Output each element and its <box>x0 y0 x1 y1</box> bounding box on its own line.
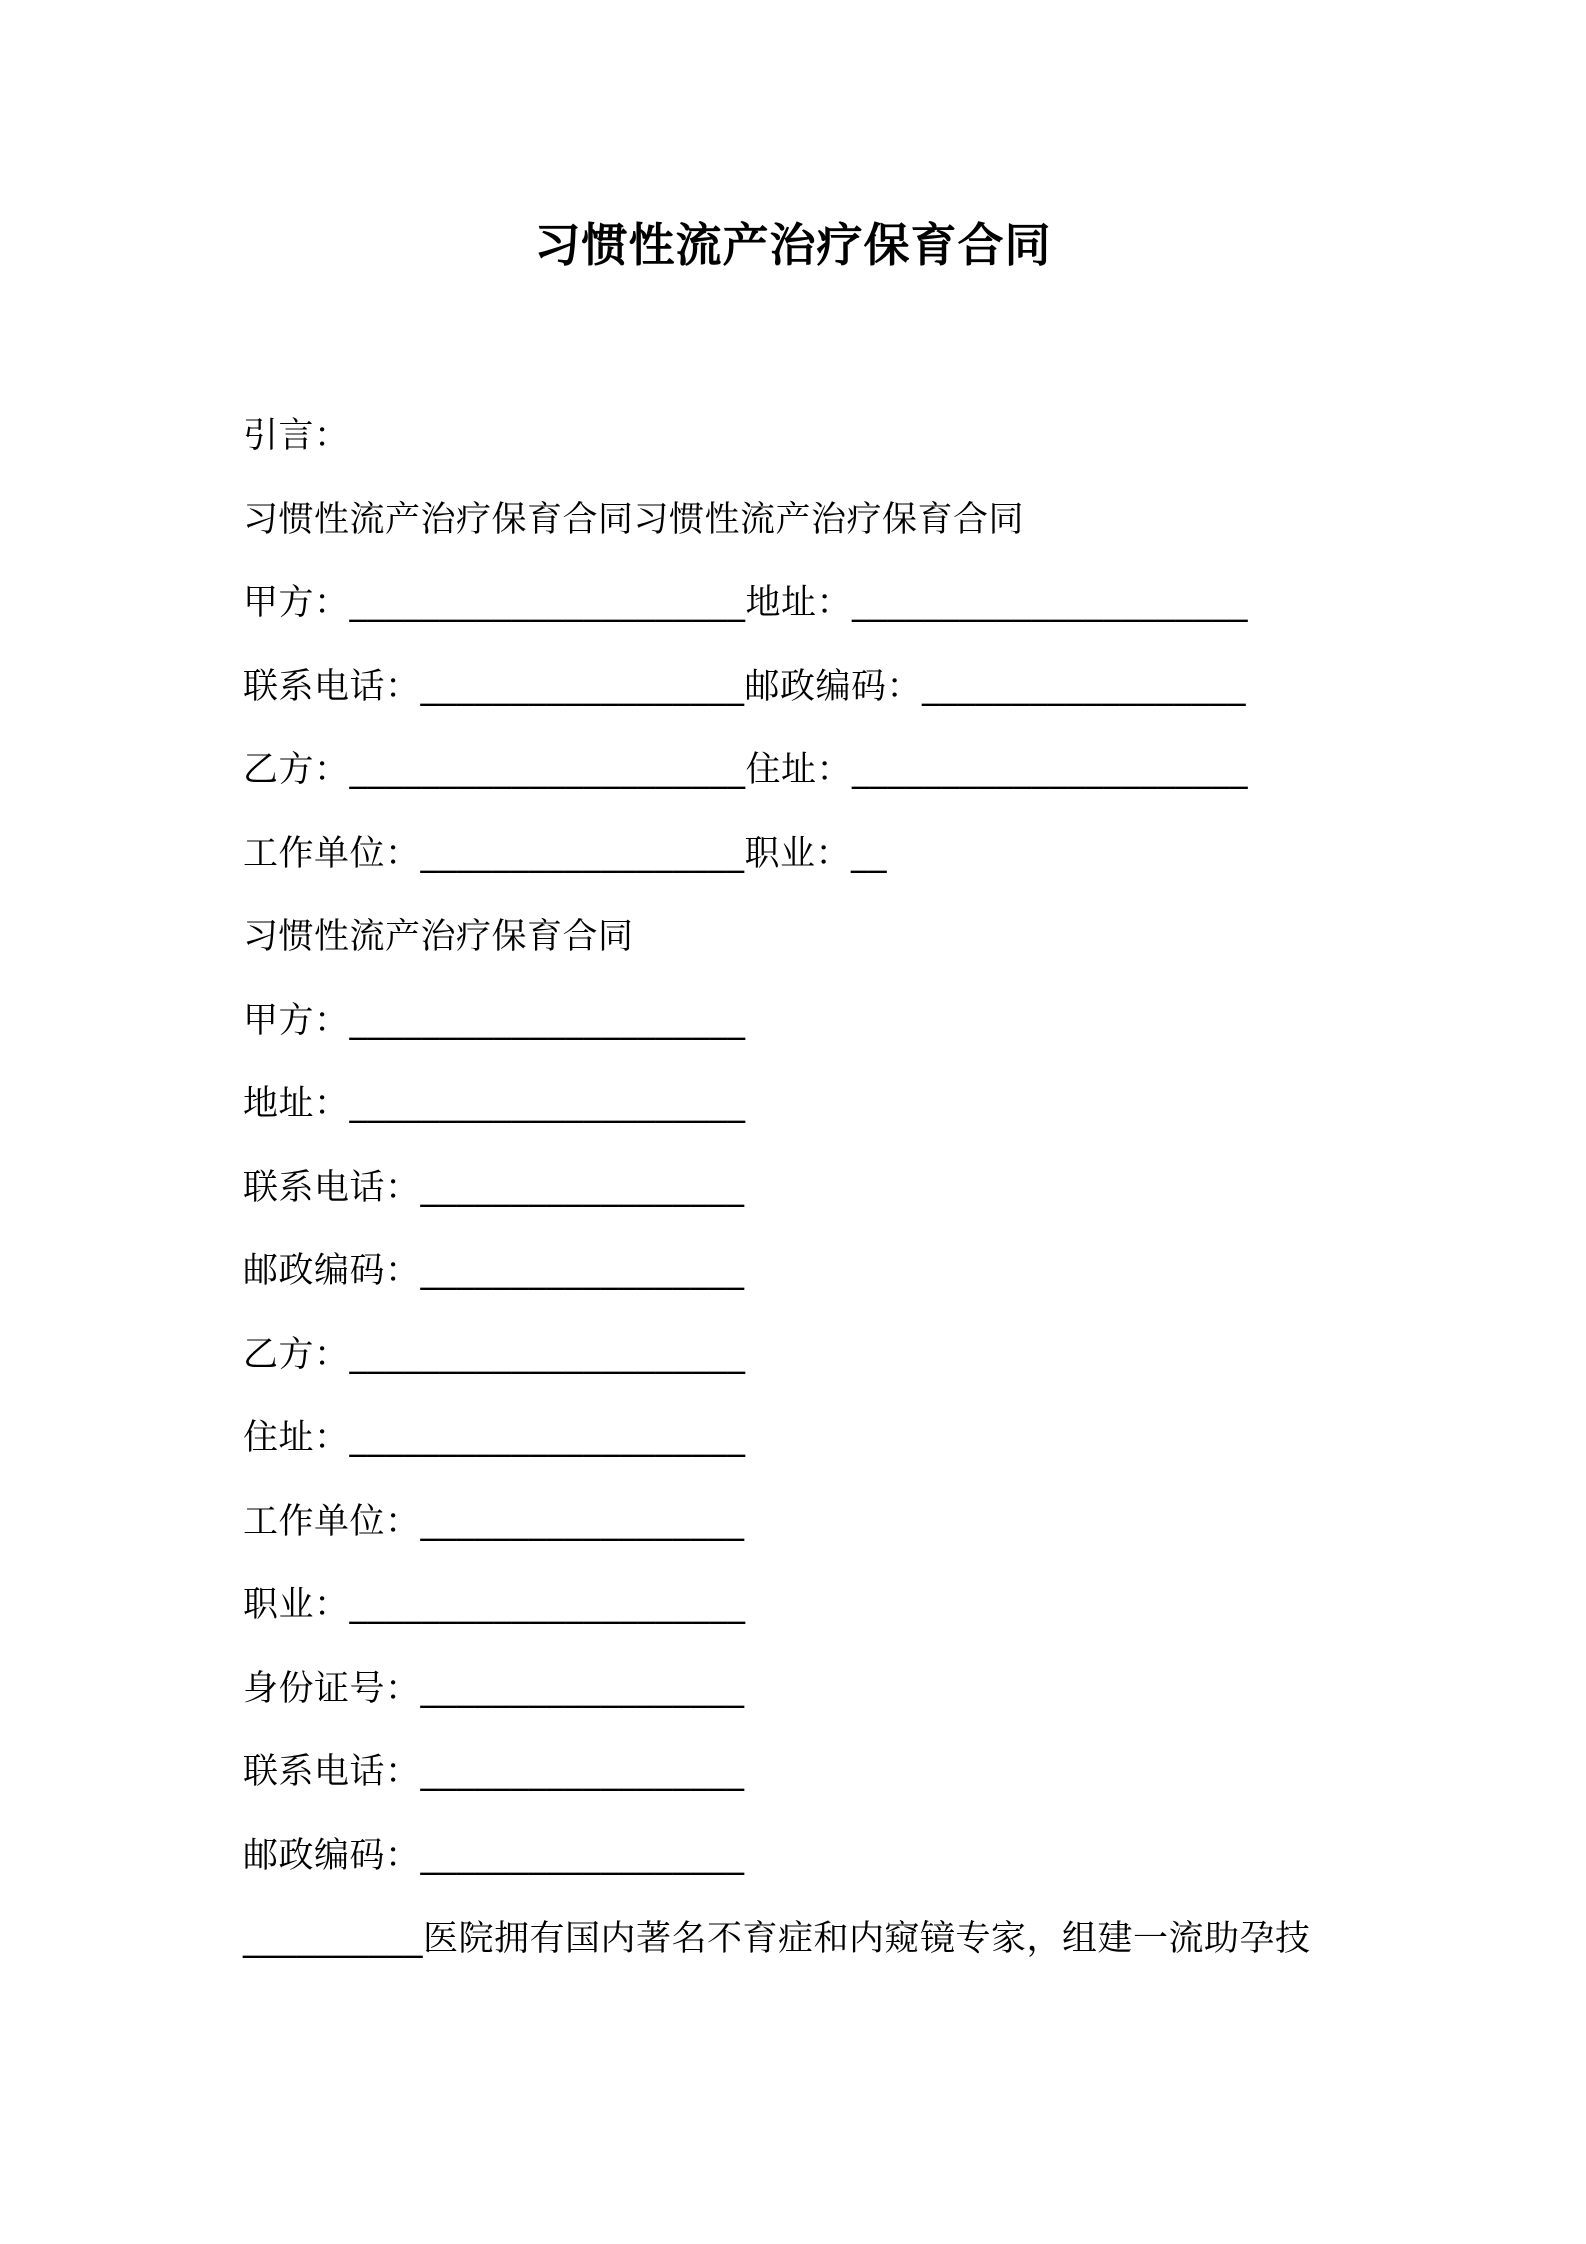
document-body <box>243 412 1363 1999</box>
postcode-field-b: 邮政编码：__________________ <box>243 1835 745 1876</box>
hospital-paragraph: __________医院拥有国内著名不育症和内窥镜专家，组建一流助孕技 <box>243 1919 1311 1959</box>
employer-occupation-line: 工作单位：__________________职业：__ <box>243 833 888 874</box>
employer-field: 工作单位：__________________ <box>243 1501 745 1542</box>
id-number-field: 身份证号：__________________ <box>243 1668 745 1709</box>
document-title: 习惯性流产治疗保育合同 <box>534 218 1052 272</box>
phone-field: 联系电话：__________________ <box>243 1167 745 1208</box>
party-b-residence-line: 乙方：______________________住址：______________________ <box>243 750 1249 790</box>
intro-text: 习惯性流产治疗保育合同习惯性流产治疗保育合同 <box>243 499 1025 540</box>
residence-field: 住址：______________________ <box>243 1418 746 1458</box>
party-a-address-line: 甲方：______________________地址：______________________ <box>243 583 1249 623</box>
occupation-field: 职业：______________________ <box>243 1585 746 1625</box>
party-b-field: 乙方：______________________ <box>243 1334 746 1375</box>
address-field: 地址：______________________ <box>243 1084 746 1124</box>
postcode-field: 邮政编码：__________________ <box>243 1251 745 1291</box>
section-heading: 习惯性流产治疗保育合同 <box>243 917 634 957</box>
phone-field-b: 联系电话：__________________ <box>243 1752 745 1792</box>
intro-heading: 引言： <box>243 416 350 456</box>
party-a-field: 甲方：______________________ <box>243 1000 746 1041</box>
phone-postcode-line: 联系电话：__________________邮政编码：__________________ <box>243 666 1247 707</box>
